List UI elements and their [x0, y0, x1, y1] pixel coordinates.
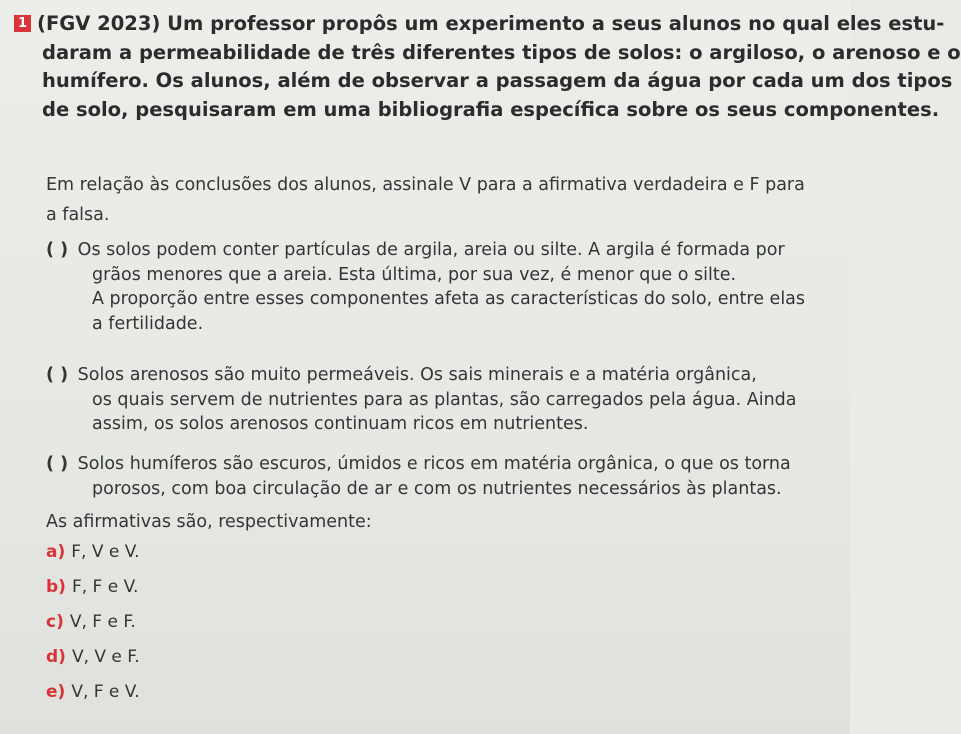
instruction	[46, 170, 836, 230]
question-header-line	[14, 10, 945, 39]
statement-line	[46, 238, 805, 263]
statement-line: a fertilidade.	[92, 313, 204, 334]
option-text: V, F e V.	[71, 682, 140, 702]
instruction-line: Em relação às conclusões dos alunos, assinale V para a afirmativa verdadeira e F para	[46, 175, 805, 195]
statement-line	[46, 363, 797, 388]
statement-line: assim, os solos arenosos continuam ricos em nutrientes.	[92, 414, 589, 434]
statement-line: os quais servem de nutrientes para as plantas, são carregados pela água. Ainda	[92, 389, 797, 410]
answer-blank[interactable]: ( )	[46, 240, 69, 260]
option-letter: c)	[46, 612, 64, 632]
option-a[interactable]	[46, 535, 140, 570]
question-header-line: daram a permeabilidade de três diferentes tipos de solos: o argiloso, o arenoso e o	[42, 40, 961, 64]
instruction-line: a falsa.	[46, 205, 110, 225]
statement-text: Solos humíferos são escuros, úmidos e ricos em matéria orgânica, o que os torna	[77, 454, 791, 474]
question-header-line: humífero. Os alunos, além de observar a passagem da água por cada um dos tipos	[42, 69, 953, 92]
option-letter: e)	[46, 682, 66, 702]
option-letter: a)	[46, 542, 66, 562]
answer-blank[interactable]: ( )	[46, 454, 69, 474]
question-header	[14, 10, 961, 124]
option-text: F, V e V.	[71, 542, 140, 562]
statement-3	[46, 452, 791, 501]
statement-text: Solos arenosos são muito permeáveis. Os sais minerais e a matéria orgânica,	[77, 365, 757, 385]
option-letter: d)	[46, 647, 66, 667]
answers-label: As afirmativas são, respectivamente:	[46, 512, 372, 532]
question-header-text: (FGV 2023) Um professor propôs um experimento a seus alunos no qual eles estu-	[37, 12, 945, 35]
statement-2	[46, 363, 797, 437]
statement-line	[46, 452, 791, 477]
option-text: V, V e F.	[71, 647, 140, 667]
option-b[interactable]	[46, 570, 140, 605]
option-text: V, F e F.	[69, 612, 136, 632]
options-list	[46, 535, 140, 710]
question-number-badge: 1	[14, 15, 31, 32]
option-c[interactable]	[46, 605, 140, 640]
option-letter: b)	[46, 577, 66, 597]
option-e[interactable]	[46, 675, 140, 710]
answer-blank[interactable]: ( )	[46, 365, 69, 385]
statement-text: Os solos podem conter partículas de argila, areia ou silte. A argila é formada por	[77, 240, 785, 260]
statement-line: porosos, com boa circulação de ar e com os nutrientes necessários às plantas.	[92, 478, 782, 499]
option-text: F, F e V.	[71, 577, 139, 597]
option-d[interactable]	[46, 640, 140, 675]
question-header-line: de solo, pesquisaram em uma bibliografia específica sobre os seus componentes.	[42, 97, 940, 121]
statement-line: grãos menores que a areia. Esta última, por sua vez, é menor que o silte.	[92, 264, 737, 285]
statement-1	[46, 238, 805, 336]
statement-line: A proporção entre esses componentes afeta as características do solo, entre elas	[92, 289, 806, 309]
